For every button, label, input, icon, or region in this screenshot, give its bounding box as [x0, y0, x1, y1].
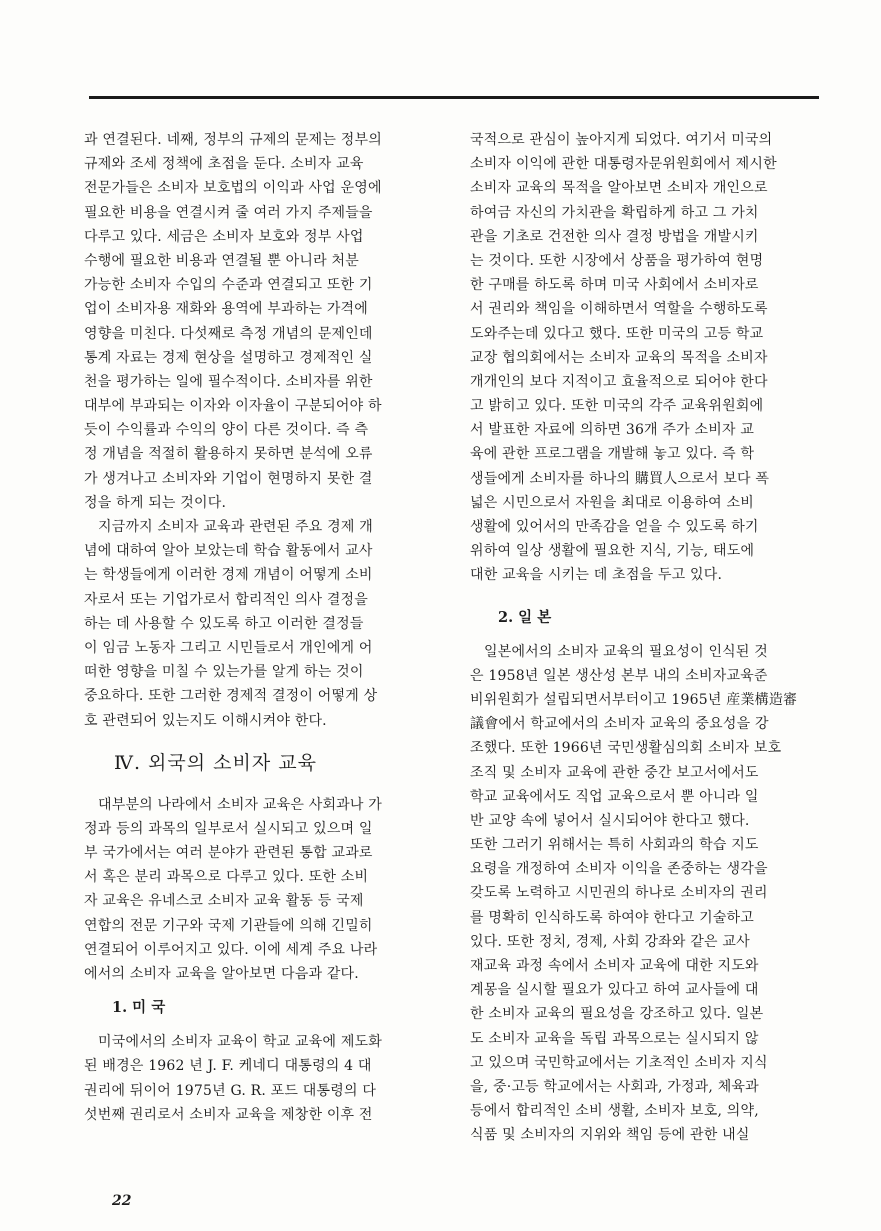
- text-line: 듯이 수익률과 수익의 양이 다른 것이다. 즉 측: [84, 422, 369, 439]
- text-line: 학교 교육에서도 직업 교육으로서 뿐 아니라 일: [470, 788, 759, 805]
- text-line: 에서의 소비자 교육을 알아보면 다음과 같다.: [84, 966, 359, 982]
- text-line: 국적으로 관심이 높아지게 되었다. 여기서 미국의: [470, 132, 773, 148]
- text-line: 영향을 미친다. 다섯째로 측정 개념의 문제인데: [84, 325, 373, 342]
- text-line: 자로서 또는 기업가로서 합리적인 의사 결정을: [84, 591, 369, 608]
- text-line: 관을 기초로 건전한 의사 결정 방법을 개발시키: [470, 228, 759, 245]
- text-line: 중요하다. 또한 그러한 경제적 결정이 어떻게 상: [84, 688, 378, 705]
- text-line: 육에 관한 프로그램을 개발해 놓고 있다. 즉 학: [470, 446, 755, 463]
- text-line: 호 관련되어 있는지도 이해시켜야 한다.: [84, 712, 327, 729]
- text-line: 은 1958년 일본 생산성 본부 내의 소비자교육준: [470, 667, 768, 684]
- text-line: 가 생겨나고 소비자와 기업이 현명하지 못한 결: [84, 470, 373, 487]
- text-line: 議會에서 학교에서의 소비자 교육의 중요성을 강: [470, 716, 769, 733]
- left-para-4: [84, 1030, 436, 1127]
- text-line: 생활에 있어서의 만족감을 얻을 수 있도록 하기: [470, 519, 759, 535]
- text-line: 연결되어 이루어지고 있다. 이에 세계 주요 나라: [84, 941, 378, 958]
- text-line: 소비자 이익에 관한 대통령자문위원회에서 제시한: [470, 156, 777, 173]
- left-para-1: [84, 128, 436, 515]
- right-para-1: [470, 128, 822, 588]
- sub-heading-us: 1. 미 국: [112, 999, 166, 1017]
- left-column: [84, 128, 436, 1127]
- text-line: 있다. 또한 정치, 경제, 사회 강좌와 같은 교사: [470, 933, 750, 950]
- text-line: 념에 대하여 알아 보았는데 학습 활동에서 교사: [84, 543, 373, 560]
- text-line: 또한 그러기 위해서는 특히 사회과의 학습 지도: [470, 837, 759, 854]
- text-line: 를 명확히 인식하도록 하여야 한다고 기술하고: [470, 909, 755, 926]
- text-line: 개개인의 보다 지적이고 효율적으로 되어야 한다: [470, 373, 768, 390]
- text-line: 정을 하게 되는 것이다.: [84, 494, 227, 511]
- text-line: 넓은 시민으로서 자원을 최대로 이용하여 소비: [470, 494, 755, 511]
- text-line: 도와주는데 있다고 했다. 또한 미국의 고등 학교: [470, 325, 764, 342]
- text-line: 는 것이다. 또한 시장에서 상품을 평가하여 현명: [470, 252, 764, 269]
- text-line: 다루고 있다. 세금은 소비자 보호와 정부 사업: [84, 228, 364, 245]
- text-line: 수행에 필요한 비용과 연결될 뿐 아니라 처분: [84, 252, 359, 269]
- text-line: 필요한 비용을 연결시켜 줄 여러 가지 주제들을: [84, 204, 373, 221]
- text-line: 도 소비자 교육을 독립 과목으로는 실시되지 않: [470, 1030, 759, 1047]
- text-line: 서 혹은 분리 과목으로 다루고 있다. 또한 소비: [84, 869, 369, 886]
- text-line: 연합의 전문 기구와 국제 기관들에 의해 긴밀히: [84, 917, 373, 934]
- text-line: 부 국가에서는 여러 분야가 관련된 통합 교과로: [84, 845, 373, 862]
- text-line: 하는 데 사용할 수 있도록 하고 이러한 결정들: [84, 615, 364, 632]
- text-line: 요령을 개정하여 소비자 이익을 존중하는 생각을: [470, 861, 768, 878]
- text-line: 정과 등의 과목의 일부로서 실시되고 있으며 일: [84, 820, 373, 837]
- text-line: 재교육 과정 속에서 소비자 교육에 대한 지도와: [470, 958, 759, 974]
- text-line: 대한 교육을 시키는 데 초점을 두고 있다.: [470, 567, 723, 584]
- text-line: 반 교양 속에 넣어서 실시되어야 한다고 했다.: [470, 812, 750, 829]
- section-heading: Ⅳ. 외국의 소비자 교육: [114, 751, 317, 774]
- text-line: 조직 및 소비자 교육에 관한 중간 보고서에서도: [470, 764, 759, 781]
- sub-heading-japan: 2. 일 본: [498, 608, 552, 626]
- text-line: 정 개념을 적절히 활용하지 못하면 분석에 오류: [84, 446, 373, 463]
- text-line: 된 배경은 1962 년 J. F. 케네디 대통령의 4 대: [84, 1058, 372, 1075]
- text-line: 이 임금 노동자 그리고 시민들로서 개인에게 어: [84, 639, 373, 656]
- text-line: 일본에서의 소비자 교육의 필요성이 인식된 것: [484, 643, 769, 660]
- text-line: 가능한 소비자 수입의 수준과 연결되고 또한 기: [84, 277, 373, 294]
- text-line: 생들에게 소비자를 하나의 購買人으로서 보다 폭: [470, 470, 770, 487]
- text-line: 는 학생들에게 이러한 경제 개념이 어떻게 소비: [84, 567, 373, 584]
- text-line: 교장 협의회에서는 소비자 교육의 목적을 소비자: [470, 349, 768, 366]
- text-line: 서 권리와 책임을 이해하면서 역할을 수행하도록: [470, 301, 768, 318]
- text-line: 소비자 교육의 목적을 알아보면 소비자 개인으로: [470, 180, 768, 197]
- right-column: [470, 128, 822, 1148]
- text-line: 위하여 일상 생활에 필요한 지식, 기능, 태도에: [470, 543, 755, 560]
- text-line: 지금까지 소비자 교육과 관련된 주요 경제 개: [98, 519, 373, 535]
- right-para-2: [470, 640, 822, 1148]
- text-line: 전문가들은 소비자 보호법의 이익과 사업 운영에: [84, 180, 382, 197]
- text-line: 등에서 합리적인 소비 생활, 소비자 보호, 의약,: [470, 1103, 759, 1120]
- text-line: 자 교육은 유네스코 소비자 교육 활동 등 국제: [84, 893, 364, 910]
- text-line: 규제와 조세 정책에 초점을 둔다. 소비자 교육: [84, 156, 364, 173]
- text-line: 대부분의 나라에서 소비자 교육은 사회과나 가: [98, 796, 383, 813]
- text-line: 떠한 영향을 미칠 수 있는가를 알게 하는 것이: [84, 664, 364, 681]
- text-line: 업이 소비자용 재화와 용역에 부과하는 가격에: [84, 301, 369, 318]
- text-line: 섯번째 권리로서 소비자 교육을 제창한 이후 전: [84, 1106, 373, 1123]
- page-number: 22: [112, 1193, 132, 1209]
- text-line: 한 소비자 교육의 필요성을 강조하고 있다. 일본: [470, 1006, 764, 1023]
- text-line: 비위원회가 설립되면서부터이고 1965년 産業構造審: [470, 691, 798, 708]
- left-para-2: [84, 515, 436, 733]
- text-line: 과 연결된다. 네째, 정부의 규제의 문제는 정부의: [84, 132, 382, 148]
- text-line: 한 구매를 하도록 하며 미국 사회에서 소비자로: [470, 277, 759, 294]
- text-line: 고 있으며 국민학교에서는 기초적인 소비자 지식: [470, 1054, 768, 1071]
- text-line: 갖도록 노력하고 시민권의 하나로 소비자의 권리: [470, 885, 768, 902]
- text-line: 을, 중·고등 학교에서는 사회과, 가정과, 체육과: [470, 1078, 759, 1095]
- text-line: 대부에 부과되는 이자와 이자율이 구분되어야 하: [84, 398, 382, 415]
- text-line: 통계 자료는 경제 현상을 설명하고 경제적인 실: [84, 349, 373, 366]
- text-line: 식품 및 소비자의 지위와 책임 등에 관한 내실: [470, 1127, 750, 1144]
- left-para-3: [84, 793, 436, 987]
- text-line: 하여금 자신의 가치관을 확립하게 하고 그 가치: [470, 204, 759, 221]
- text-line: 권리에 뒤이어 1975년 G. R. 포드 대통령의 다: [84, 1082, 377, 1099]
- text-line: 미국에서의 소비자 교육이 학교 교육에 제도화: [98, 1034, 383, 1051]
- text-line: 조했다. 또한 1966년 국민생활심의회 소비자 보호: [470, 740, 782, 757]
- header-rule: [89, 96, 819, 99]
- text-line: 고 밝히고 있다. 또한 미국의 각주 교육위원회에: [470, 398, 764, 415]
- text-line: 서 발표한 자료에 의하면 36개 주가 소비자 교: [470, 422, 755, 439]
- text-line: 계몽을 실시할 필요가 있다고 하여 교사들에 대: [470, 982, 759, 999]
- text-line: 천을 평가하는 일에 필수적이다. 소비자를 위한: [84, 373, 373, 390]
